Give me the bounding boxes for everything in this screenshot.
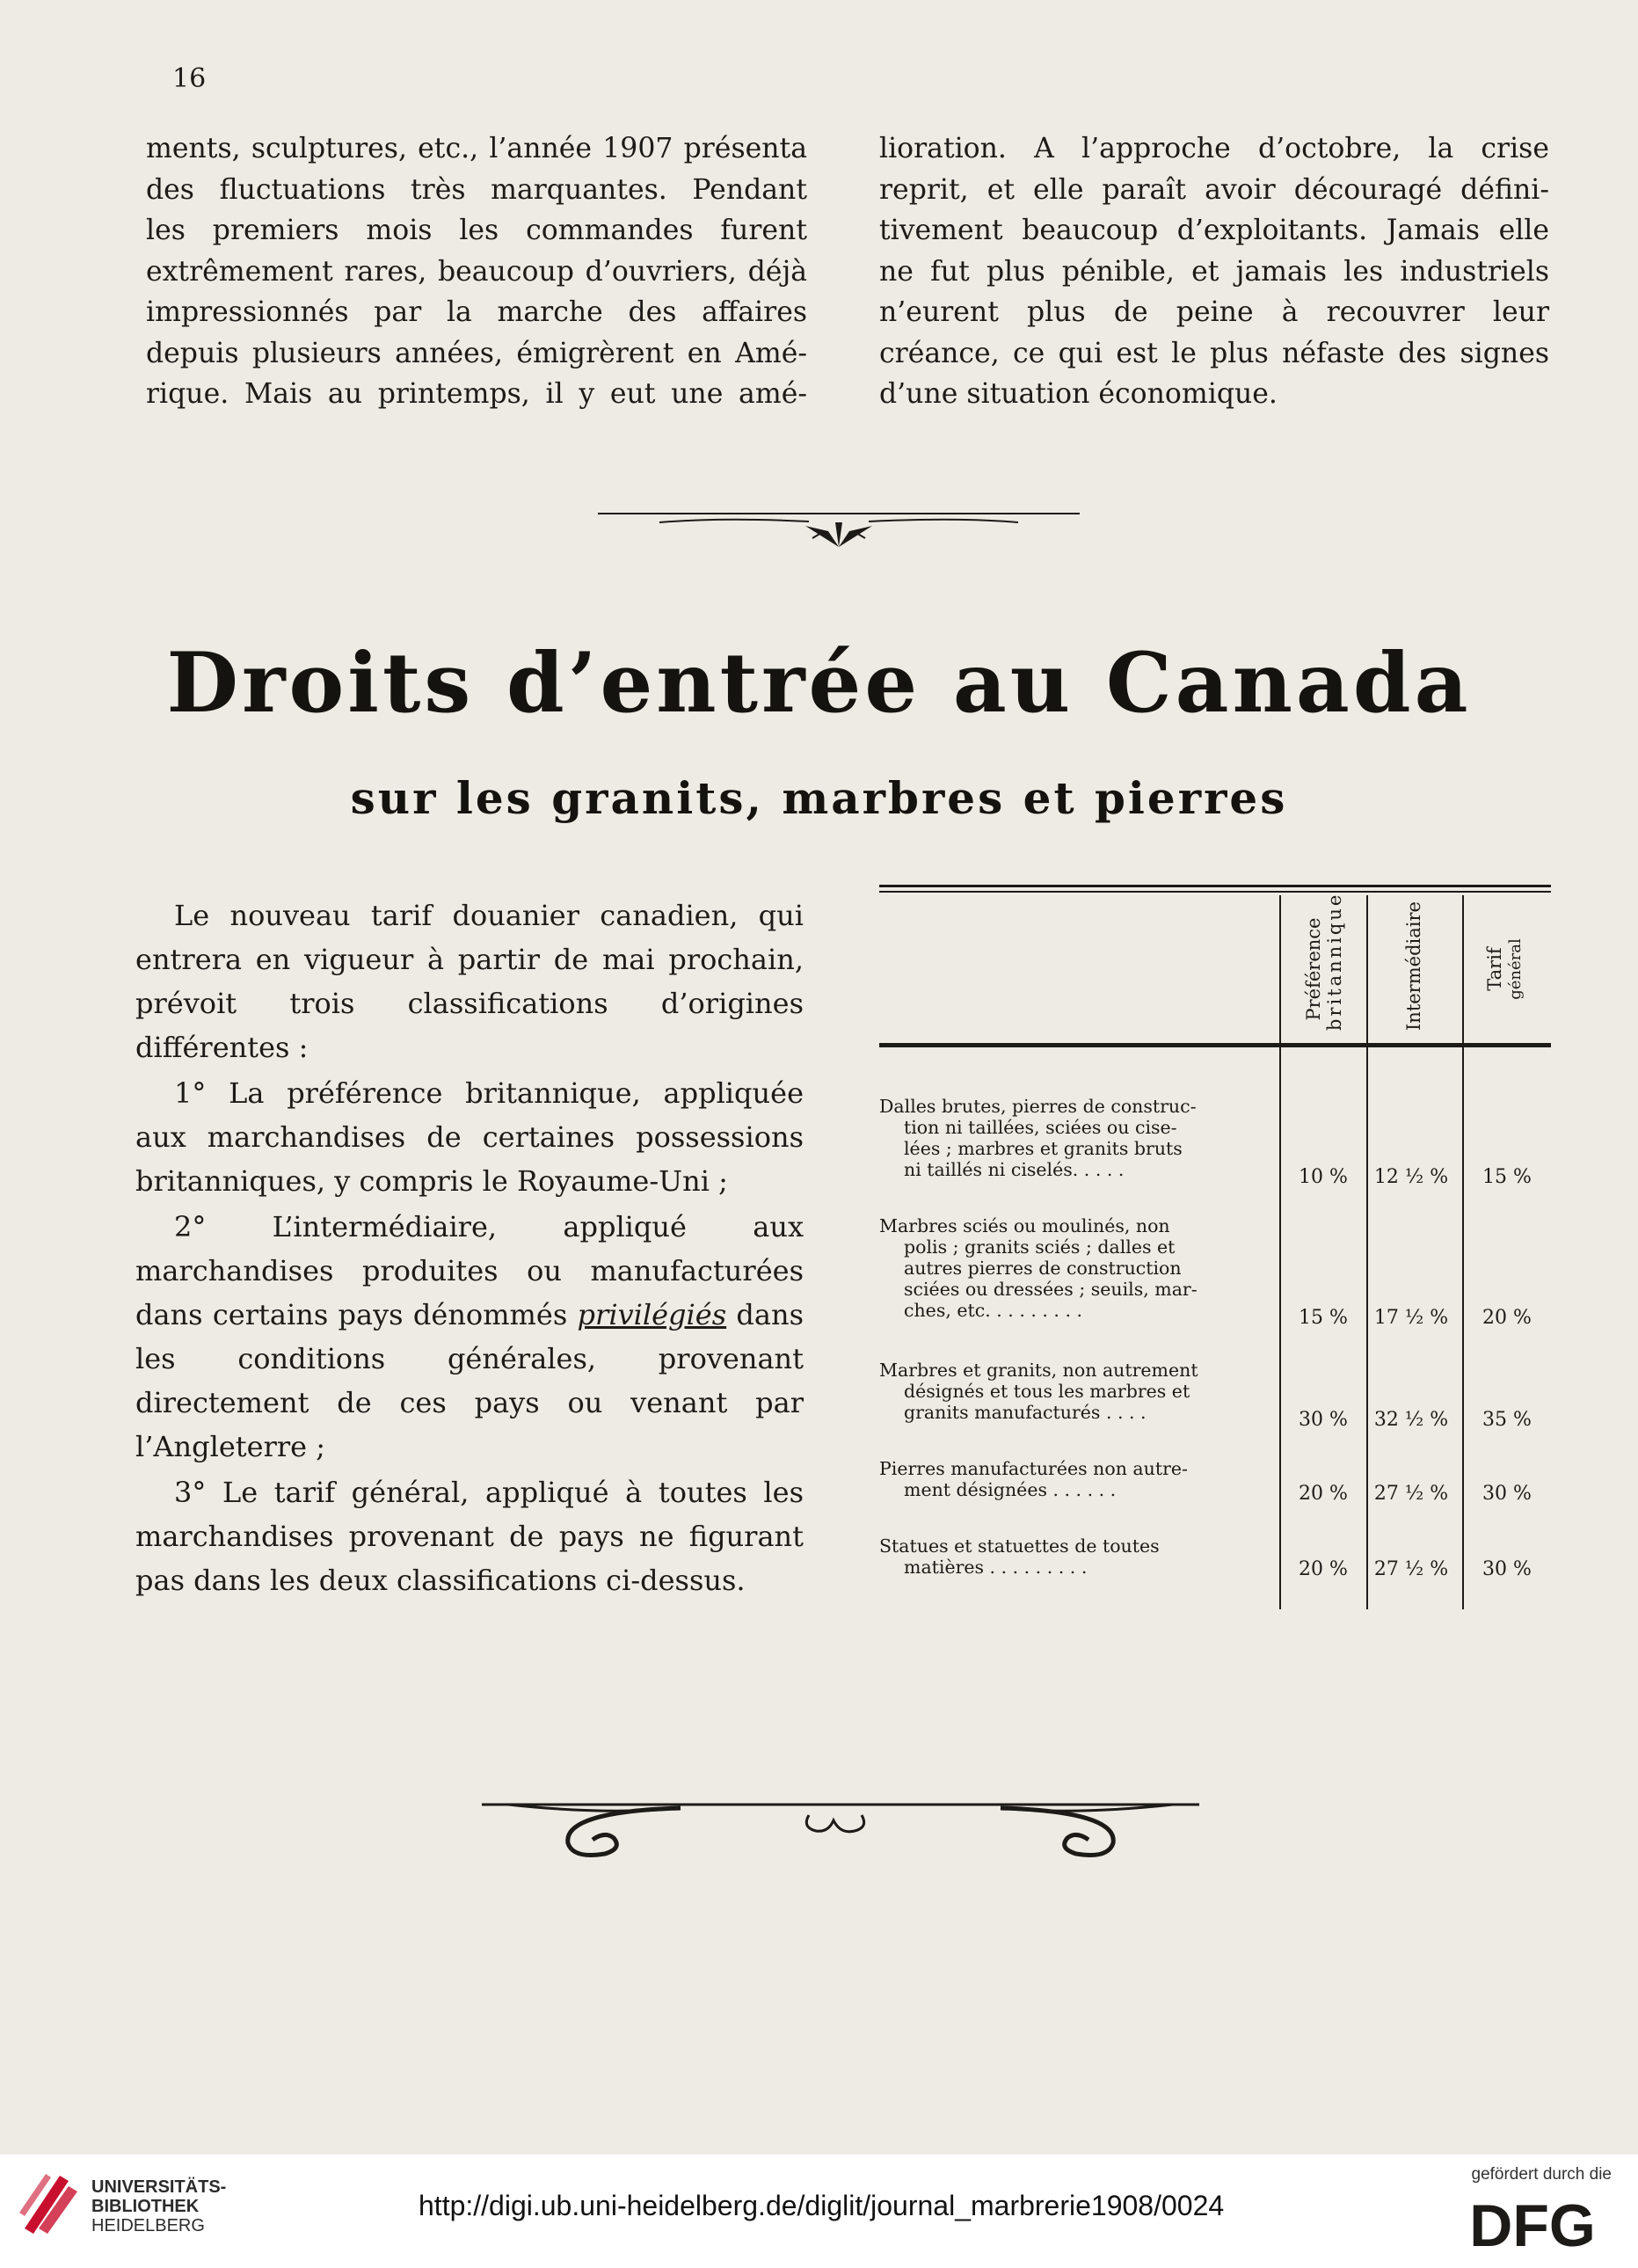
dfg-text: DFG: [1469, 2192, 1596, 2255]
dfg-logo-icon: [1453, 2191, 1612, 2255]
cell-preference: 10 %: [1299, 1166, 1348, 1188]
classification-item-1: 1° La préférence britannique, appliquée aux marchandises de certaines possessions britanniques, y compris le Royaume-Uni ;: [135, 1076, 804, 1198]
item2-text: 2° L’intermédiaire, appliqué aux marchandises produites ou manufacturées dans certains pays dénommés: [135, 1210, 804, 1331]
cell-preference: 15 %: [1299, 1307, 1348, 1329]
page-number: 16: [172, 63, 207, 94]
end-ornament-bottom: [482, 1794, 1199, 1873]
classification-item-3: 3° Le tarif général, appliqué à toutes les marchandises provenant de pays ne figurant pas dans les deux classifications ci-dessus.: [135, 1476, 804, 1597]
text-line: tivement beaucoup d’exploitants. Jamais elle: [879, 215, 1549, 246]
classification-item-2: [135, 1205, 804, 1469]
divider-ornament-top: [598, 507, 1080, 556]
cell-intermediaire: 17 ½ %: [1373, 1307, 1449, 1329]
text-line: des fluctuations très marquantes. Pendant: [146, 173, 807, 206]
cell-intermediaire: 12 ½ %: [1373, 1166, 1449, 1188]
text-line: créance, ce qui est le plus néfaste des signes: [879, 337, 1549, 369]
text-line: rique. Mais au printemps, il y eut une amé-: [146, 378, 807, 410]
item2-emphasis: privilégiés: [577, 1298, 727, 1331]
university-library-name: UNIVERSITÄTS- BIBLIOTHEK HEIDELBERG: [91, 2177, 227, 2235]
text-line: n’eurent plus de peine à recouvrer leur: [879, 296, 1549, 328]
cell-general: 30 %: [1482, 1558, 1532, 1580]
intro-paragraph: Le nouveau tarif douanier canadien, qui entrera en vigueur à partir de mai prochain, prévoit trois classifications d’origines différentes :: [135, 899, 804, 1064]
header-preference-britannique: Préférence britannique: [1303, 892, 1345, 1031]
article-title: Droits d’entrée au Canada: [166, 635, 1472, 732]
item2-text-end: dans les conditions générales, provenant directement de ces pays ou venant par l’Angleterre ;: [135, 1298, 804, 1463]
table-header-rule: [879, 1043, 1551, 1047]
cell-preference: 20 %: [1299, 1483, 1348, 1505]
article-body: [135, 893, 804, 1604]
tariff-table: [879, 885, 1551, 1606]
cell-general: 20 %: [1482, 1307, 1532, 1329]
text-line: d’une situation économique.: [879, 378, 1278, 410]
cell-preference: 30 %: [1299, 1409, 1348, 1431]
text-line: ne fut plus pénible, et jamais les industriels: [879, 255, 1549, 288]
table-row-description: Marbres sciés ou moulinés, non polis ; granits sciés ; dalles et autres pierres de construction sciées ou dressées ; seuils, mar- ches, etc. . . . . . . . .: [879, 1215, 1198, 1321]
column-divider: [1462, 895, 1464, 1609]
table-row-description: Marbres et granits, non autrement désignés et tous les marbres et granits manufacturés . . . .: [879, 1360, 1198, 1423]
article-subtitle: sur les granits, marbres et pierres: [350, 772, 1288, 824]
footer-bar: [0, 2155, 1638, 2268]
cell-intermediaire: 32 ½ %: [1373, 1409, 1449, 1431]
text-line: reprit, et elle paraît avoir découragé défini-: [879, 173, 1549, 206]
cell-general: 30 %: [1482, 1483, 1532, 1505]
permalink-url[interactable]: http://digi.ub.uni-heidelberg.de/diglit/journal_marbrerie1908/0024: [419, 2190, 1225, 2221]
text-line: lioration. A l’approche d’octobre, la crise: [879, 133, 1549, 164]
top-text-left-column: [146, 128, 807, 415]
table-top-rule-thin: [879, 891, 1551, 893]
funded-by-label: gefördert durch die: [1471, 2165, 1612, 2184]
cell-preference: 20 %: [1299, 1558, 1348, 1580]
table-row-description: Statues et statuettes de toutes matières . . . . . . . . .: [879, 1535, 1160, 1578]
column-divider: [1366, 895, 1368, 1609]
header-intermediaire: Intermédiaire: [1403, 901, 1424, 1031]
text-line: ments, sculptures, etc., l’année 1907 présenta: [146, 133, 807, 164]
table-row-description: Pierres manufacturées non autre- ment désignées . . . . . .: [879, 1458, 1188, 1500]
cell-general: 15 %: [1482, 1166, 1532, 1188]
cell-general: 35 %: [1482, 1409, 1532, 1431]
text-line: depuis plusieurs années, émigrèrent en Amé-: [146, 337, 807, 369]
cell-intermediaire: 27 ½ %: [1373, 1483, 1449, 1505]
table-top-rule: [879, 885, 1551, 887]
top-text-right-column: [879, 128, 1549, 415]
text-line: les premiers mois les commandes furent: [146, 215, 807, 246]
cell-intermediaire: 27 ½ %: [1373, 1558, 1449, 1580]
text-line: extrêmement rares, beaucoup d’ouvriers, déjà: [146, 255, 807, 288]
header-tarif-general: Tarif général: [1484, 938, 1525, 1000]
university-library-logo-icon: [16, 2167, 86, 2237]
table-row-description: Dalles brutes, pierres de construc- tion ni taillées, sciées ou cise- lées ; marbres et granits bruts ni taillés ni ciselés. . . . .: [879, 1096, 1197, 1180]
text-line: impressionnés par la marche des affaires: [146, 296, 807, 328]
